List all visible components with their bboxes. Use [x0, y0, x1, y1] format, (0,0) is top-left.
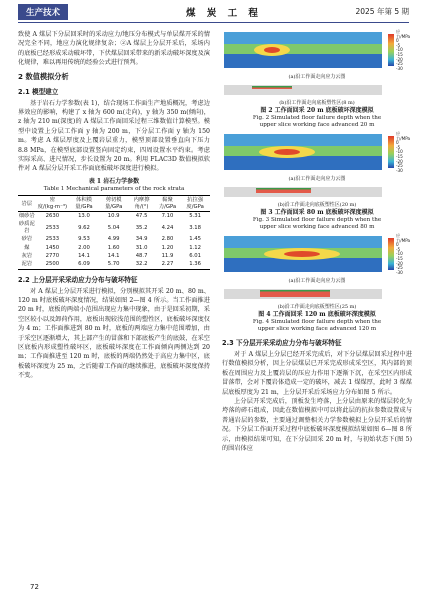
- table-cell: 7.10: [161, 212, 174, 219]
- table-cell: 3.18: [189, 224, 202, 231]
- colorbar-tick: -15: [396, 51, 403, 57]
- table-cell: 10.9: [107, 212, 120, 219]
- table-header-cell: 剪切模量/GPa: [99, 196, 129, 212]
- figure-subcaption: (a)沿工作面走向应力云图: [288, 176, 346, 182]
- colorbar-tick: -30: [396, 167, 403, 173]
- issue-label: 2025 年第 5 期: [355, 7, 409, 16]
- colorbar-tick: 0: [396, 140, 399, 146]
- table-row: [18, 221, 210, 236]
- table-header-cell: 抗拉强度/GPa: [180, 196, 210, 212]
- figure-caption-en: Fig. 3 Simulated floor failure depth when the: [252, 217, 382, 223]
- figure-subcaption: (a)沿工作面走向应力云图: [288, 74, 346, 80]
- table-cell: 11.9: [161, 252, 174, 259]
- colorbar-title: 应力/MPa: [396, 233, 411, 243]
- colorbar-tick: -10: [396, 251, 403, 257]
- simulation-figure: [222, 30, 412, 129]
- colorbar-title: 应力/MPa: [396, 29, 411, 39]
- table-cell: 14.1: [78, 252, 90, 259]
- table-row: [18, 260, 210, 269]
- paragraph: 致使 A 煤层下分层回采时的采动应力/地压分布模式与单层煤开采的情况完全不同，地应力演化规律复杂；②A 煤层上分层开采后，采场内的底板已经形成采动破坏带，下伏煤层回采带来的新采动破坏深度及演化规律，难以再用传统的经验公式进行预判。: [18, 31, 210, 67]
- paragraph: 上分层开采完成后，顶板发生垮落，上分层由原来的煤层转化为垮落的碎石组成，因此在数值模拟中可以将此层的抗拉参数设置成与普通岩层的参数，主要通过调整相关力学参数模拟上分层开采后的情况。下分层工作面开采过程中底板破坏深度模拟结果如图 6—图 8 所示，由模拟结果可知，在下分层回采 20 m 时，与初始状态下(图 5)的围岩体应: [222, 398, 412, 453]
- figure-caption-en: upper slice working face advanced 80 m: [259, 224, 375, 230]
- figure-subcaption: (b)沿工作面走向底板塑性区(20 m): [277, 202, 357, 208]
- table-header-row: [18, 196, 210, 212]
- table-caption: 表 1 岩石力学参数: [88, 177, 140, 185]
- page-header: [0, 0, 427, 22]
- colorbar-tick: -20: [396, 260, 403, 266]
- table-cell: 5.31: [189, 212, 202, 219]
- table-cell: 砂质泥岩: [18, 221, 35, 235]
- table-cell: 1.36: [180, 260, 210, 269]
- plastic-zone-image: [222, 288, 412, 300]
- stress-contour-image: [222, 30, 412, 70]
- colorbar-tick: -30: [396, 65, 403, 71]
- table-header-cell: 岩层: [18, 196, 36, 212]
- left-column: [18, 30, 210, 381]
- table-cell: 2.80: [161, 236, 174, 243]
- table-cell: 4.24: [161, 224, 174, 231]
- figure-subcaption: (a)沿工作面走向应力云图: [288, 278, 346, 284]
- table-cell: 32.2: [129, 260, 155, 269]
- colorbar-tick: 0: [396, 38, 399, 44]
- table-cell: 1450: [45, 244, 60, 251]
- paragraph: 对于 A 煤层上分层已经开采完成后，对下分层煤层回采过程中进行数值模拟分析，因上分层煤层已开采完成形成采空区，其内部的顶板在周围应力及上覆岩层的压应力作用下逐渐下沉，在采空区内形成冒落带，会对下覆岩体造成一定的破坏，减去 1 煤煤厚，此时 3 煤煤层底板厚度为 21 m，上分层开采后采场应力分布如图 5 所示。: [222, 351, 412, 396]
- paragraph: 对 A 煤层上分层开采进行模拟，分别模拟其开采 20 m、80 m、120 m 时底板破坏深度情况，结果如图 2—图 4 所示。当工作面推进 20 m 时，底板的两端小范围出现应力集中现象，由于是回采初期，采空区较小以及卸荷作用，底板出现较浅范围的塑性区，底板破坏深度仅为 4 m；工作面推进到 80 m 时，底板的两端应力集中范围增加，由于采空区逐渐增大，其上部产生的冒落和下部底板产生的底鼓，在采空区底板内形成塑性破坏区，底板破坏深度在工作面倾向两侧达到 20 m；工作面推进至 120 m 时，底板的两端仍然处于高应力集中区，底板破坏深度为 25 m，之后随着工作面的继续推进，底板破坏深度保持不变。: [18, 287, 210, 380]
- colorbar-tick: -15: [396, 255, 403, 261]
- journal-title: 煤 炭 工 程: [186, 8, 262, 19]
- rock-parameters-table: [18, 195, 210, 269]
- figure-caption-en: Fig. 4 Simulated floor failure depth when the: [252, 319, 382, 325]
- subsection-heading: 2.1 模型建立: [18, 87, 59, 96]
- subsection-heading: 2.3 下分层开采采动应力分布与破坏特征: [222, 339, 342, 347]
- figure-caption-en: upper slice working face advanced 20 m: [259, 122, 375, 128]
- colorbar-tick: -20: [396, 56, 403, 62]
- figure-caption: 图 4 工作面回采 120 m 底板破坏深度模拟: [258, 311, 376, 318]
- colorbar-labels: [396, 30, 412, 71]
- paragraph: 基于岩石力学参数(表 1)，结合现场工作面生产地质概况，考虑边界效应的影响，构建了 x 轴为 600 m(走向)，y 轴为 350 m(倾向)，z 轴为 210 m(深度)的 A 煤层工作面回采过程三维数值计算模型。模型中设置上分层工作面 y 轴为 200 m，下分层工作面 y 轴为 150 m。考虑 A 煤层厚度及上覆岩层重力，模型顶部设置垂直向下压力 8.8 MPa，在模型底部设置竖向固定约束，四周设置水平约束。考虑实际采高、进尺情况，步长设置为 20 m。利用 FLAC3D 数值模拟软件对 A 煤层分层开采工作面底板破坏深度进行模拟。: [18, 99, 210, 173]
- table-cell: 2630: [45, 212, 60, 219]
- colorbar-tick: -5: [396, 144, 401, 150]
- stress-contour-image: [222, 234, 412, 274]
- colorbar-labels: [396, 132, 412, 173]
- table-cell: 13.0: [78, 212, 90, 219]
- page-number: 72: [30, 583, 39, 591]
- table-cell: 4.99: [107, 236, 120, 243]
- table-cell: 砂岩: [21, 236, 33, 243]
- colorbar-tick: -20: [396, 158, 403, 164]
- table-cell: 1.60: [107, 244, 120, 251]
- table-cell: 2533: [45, 236, 60, 243]
- colorbar-labels: [396, 234, 412, 275]
- table-cell: 细砂岩: [18, 212, 35, 219]
- table-cell: 9.62: [78, 224, 90, 231]
- colorbar-tick: -30: [396, 269, 403, 275]
- table-row: [18, 236, 210, 244]
- plastic-zone-image: [222, 186, 412, 198]
- table-cell: 34.9: [135, 236, 148, 243]
- table-cell: 9.53: [78, 236, 90, 243]
- table-cell: 2.00: [78, 244, 90, 251]
- figure-caption-en: Fig. 2 Simulated floor failure depth when the: [252, 115, 382, 121]
- colorbar-tick: -15: [396, 153, 403, 159]
- table-cell: 5.04: [107, 224, 120, 231]
- right-column: [222, 30, 412, 453]
- figure-caption: 图 2 工作面回采 20 m 底板破坏深度模拟: [260, 107, 374, 114]
- table-header-cell: 体积模量/GPa: [69, 196, 99, 212]
- colorbar-title: 应力/MPa: [396, 131, 411, 141]
- table-cell: 35.2: [135, 224, 148, 231]
- table-cell: 6.09: [69, 260, 99, 269]
- header-rule: [18, 22, 409, 23]
- table-header-cell: 内摩擦角/(°): [129, 196, 155, 212]
- colorbar-tick: -10: [396, 149, 403, 155]
- section-tag: 生产技术: [18, 4, 68, 20]
- figure-subcaption: (b)沿工作面走向底板塑性区(8 m): [279, 100, 355, 106]
- table-cell: 6.01: [189, 252, 202, 259]
- figure-caption-en: upper slice working face advanced 120 m: [257, 326, 377, 332]
- table-cell: 1.45: [189, 236, 202, 243]
- colorbar-tick: -25: [396, 61, 403, 67]
- table-cell: 1.12: [189, 244, 202, 251]
- table-header-cell: 密度/(kg·m⁻³): [36, 196, 70, 212]
- table-cell: 48.7: [135, 252, 148, 259]
- section-heading: 2 数值模拟分析: [18, 71, 69, 81]
- simulation-figure: [222, 132, 412, 231]
- table-cell: 2533: [45, 224, 60, 231]
- figure-caption: 图 3 工作面回采 80 m 底板破坏深度模拟: [260, 209, 374, 216]
- table-cell: 5.70: [99, 260, 129, 269]
- stress-contour-image: [222, 132, 412, 172]
- table-cell: 31.0: [135, 244, 148, 251]
- table-cell: 灰岩: [21, 252, 33, 259]
- simulation-figure: [222, 234, 412, 333]
- table-cell: 1.20: [161, 244, 174, 251]
- table-cell: 2.27: [155, 260, 181, 269]
- table-row: [18, 252, 210, 260]
- table-caption-en: Table 1 Mechanical parameters of the rock strata: [43, 185, 185, 192]
- table-cell: 煤: [24, 244, 30, 251]
- table-cell: 泥岩: [18, 260, 36, 269]
- subsection-heading: 2.2 上分层开采采动应力分布与破坏特征: [18, 275, 138, 284]
- table-cell: 2770: [45, 252, 60, 259]
- colorbar-tick: -5: [396, 42, 401, 48]
- colorbar-tick: 0: [396, 242, 399, 248]
- table-row: [18, 212, 210, 221]
- table-cell: 2500: [36, 260, 70, 269]
- table-cell: 47.5: [135, 212, 148, 219]
- colorbar-tick: -10: [396, 47, 403, 53]
- table-header-cell: 黏聚力/GPa: [155, 196, 181, 212]
- colorbar-tick: -25: [396, 265, 403, 271]
- colorbar-tick: -25: [396, 163, 403, 169]
- table-row: [18, 244, 210, 252]
- colorbar-tick: -5: [396, 246, 401, 252]
- table-cell: 14.1: [107, 252, 120, 259]
- plastic-zone-image: [222, 84, 412, 96]
- figure-subcaption: (b)沿工作面走向底板塑性区(25 m): [277, 304, 357, 310]
